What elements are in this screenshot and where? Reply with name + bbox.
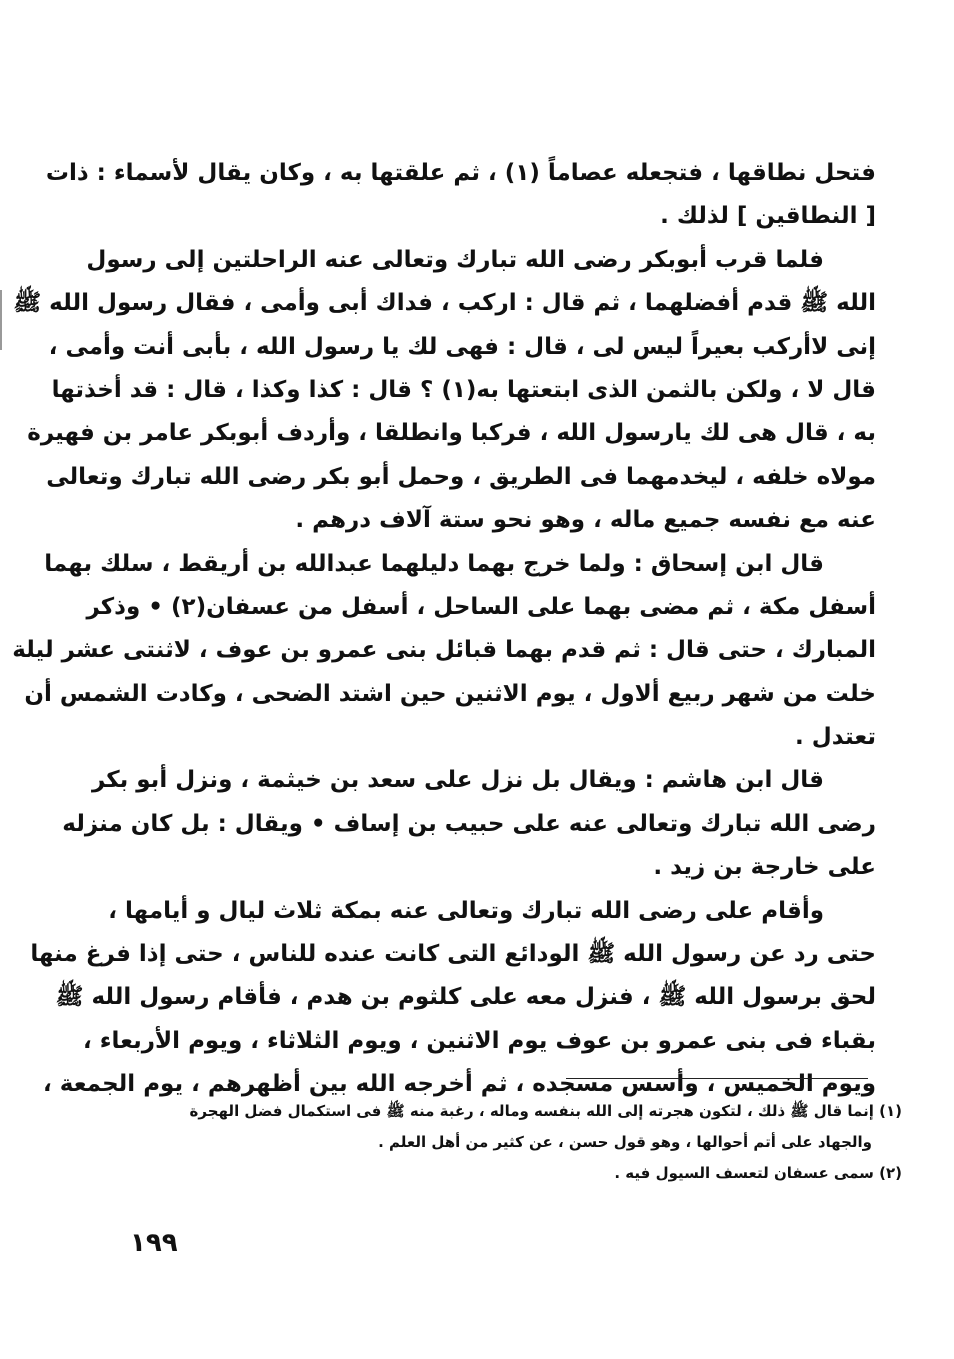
footnote-line: (١) إنما قال ﷺ ذلك ، لتكون هجرته إلى الله بنفسه وماله ، رغبة منه ﷺ فى استكمال فضل الهجرة — [189, 1102, 902, 1120]
scan-edge-mark — [0, 290, 2, 350]
text-line: الله ﷺ قدم أفضلهما ، ثم قال : اركب ، فداك أبى وأمى ، فقال رسول الله ﷺ — [13, 290, 876, 317]
text-line: وأقام على رضى الله تبارك وتعالى عنه بمكة ثلاث ليال و أيامها ، — [108, 897, 824, 924]
text-line: على خارجة بن زيد . — [653, 854, 876, 881]
text-line: قال لا ، ولكن بالثمن الذى ابتعتها به(١) ؟ قال : كذا وكذا ، قال : قد أخذتها — [51, 376, 876, 403]
text-line: ويوم الخميس ، وأسس مسجده ، ثم أخرجه الله بين أظهرهم ، يوم الجمعة ، — [43, 1071, 876, 1098]
text-line: قال ابن هاشم : ويقال بل نزل على سعد بن خيثمة ، ونزل أبو بكر — [91, 767, 824, 794]
text-line: خلت من شهر ربيع ألاول ، يوم الاثنين حين اشتد الضحى ، وكادت الشمس أن — [24, 680, 876, 707]
text-line: تعتدل . — [795, 724, 876, 751]
text-line: رضى الله تبارك وتعالى عنه على حبيب بن إساف • ويقال : بل كان منزله — [62, 810, 876, 837]
text-line: به ، قال هى لك يارسول الله ، فركبا وانطلقا ، وأردف أبوبكر عامر بن فهيرة — [27, 420, 876, 447]
main-text — [12, 152, 876, 1107]
text-line: قال ابن إسحاق : ولما خرج بهما دليلهما عبدالله بن أريقط ، سلك بهما — [44, 550, 824, 577]
text-line: أسفل مكة ، ثم مضى بهما على الساحل ، أسفل من عسفان(٢) • وذكر — [86, 593, 876, 620]
text-line: فلما قرب أبوبكر رضى الله تبارك وتعالى عنه الراحلتين إلى رسول — [86, 246, 824, 273]
text-line: إنى لاأركب بعيراً ليس لى ، قال : فهى لك يا رسول الله ، بأبى أنت وأمى ، — [48, 333, 876, 360]
text-line: فتحل نطاقها ، فتجعله عصاماً (١) ، ثم علقتها به ، وكان يقال لأسماء : ذات — [45, 160, 876, 186]
footnotes — [132, 1096, 902, 1189]
text-line: بقباء فى بنى عمرو بن عوف يوم الاثنين ، ويوم الثلاثاء ، ويوم الأربعاء ، — [83, 1027, 876, 1054]
text-line: عنه مع نفسه جميع ماله ، وهو نحو ستة آلاف درهم . — [295, 507, 876, 534]
footnote-separator — [566, 1078, 868, 1079]
footnote-line: (٢) سمى عسفان لتعسف السيول فيه . — [614, 1164, 902, 1182]
text-line: المبارك ، حتى قال : ثم قدم بهما قبائل بنى عمرو بن عوف ، لاثنتى عشر ليلة — [12, 637, 876, 664]
text-line: مولاه خلفه ، ليخدمهما فى الطريق ، وحمل أبو بكر رضى الله تبارك وتعالى — [46, 463, 876, 490]
footnote-line: والجهاد على أتم أحوالها ، وهو قول حسن ، عن كثير من أهل العلم . — [378, 1133, 872, 1151]
text-line: [ النطاقين ] لذلك . — [660, 203, 876, 230]
text-line: لحق برسول الله ﷺ ، فنزل معه على كلثوم بن هدم ، فأقام رسول الله ﷺ — [55, 984, 876, 1011]
text-line: حتى رد عن رسول الله ﷺ الودائع التى كانت عنده للناس ، حتى إذا فرغ منها — [30, 941, 876, 968]
page-number: ١٩٩ — [130, 1228, 178, 1258]
